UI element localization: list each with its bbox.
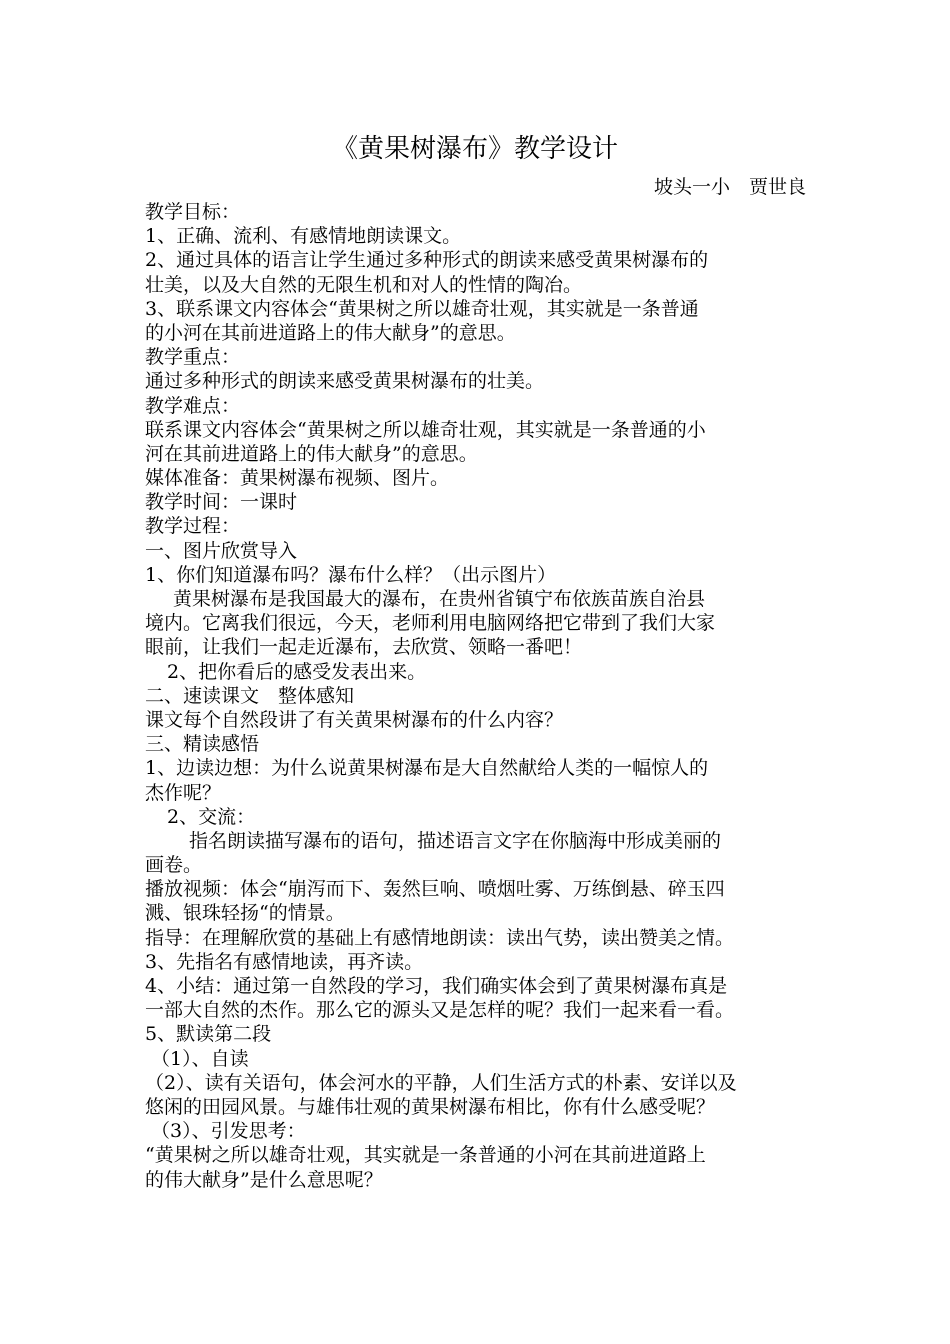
paragraph-line: 3、先指名有感情地读，再齐读。	[145, 950, 424, 973]
section-heading: 教学重点：	[145, 346, 241, 369]
paragraph-line: 的伟大献身”是什么意思呢？	[145, 1168, 383, 1191]
paragraph-line: 2、通过具体的语言让学生通过多种形式的朗读来感受黄果树瀑布的	[145, 249, 709, 272]
paragraph-line: （2）、读有关语句，体会河水的平静，人们生活方式的朴素、安详以及	[145, 1071, 737, 1094]
paragraph-line: 1、正确、流利、有感情地朗读课文。	[145, 225, 462, 248]
section-heading: 教学难点：	[145, 394, 241, 417]
paragraph-line: 壮美，以及大自然的无限生机和对人的性情的陶冶。	[145, 273, 583, 296]
paragraph-line: 悠闲的田园风景。与雄伟壮观的黄果树瀑布相比，你有什么感受呢？	[145, 1095, 716, 1118]
paragraph-line: 5、默读第二段	[145, 1023, 272, 1046]
paragraph-line: 2、把你看后的感受发表出来。	[167, 660, 427, 683]
paragraph-line: 1、你们知道瀑布吗？瀑布什么样？（出示图片）	[145, 563, 557, 586]
author-line: 坡头一小 贾世良	[653, 176, 806, 198]
paragraph-line: 的小河在其前进道路上的伟大献身”的意思。	[145, 321, 516, 344]
paragraph-line: 眼前，让我们一起走近瀑布，去欣赏、领略一番吧！	[145, 636, 583, 659]
paragraph-line: 境内。它离我们很远，今天，老师利用电脑网络把它带到了我们大家	[145, 612, 716, 635]
paragraph-line: “黄果树之所以雄奇壮观，其实就是一条普通的小河在其前进道路上	[145, 1144, 706, 1167]
paragraph-line: 黄果树瀑布是我国最大的瀑布，在贵州省镇宁布依族苗族自治县	[173, 588, 706, 610]
paragraph-line: 课文每个自然段讲了有关黄果树瀑布的什么内容？	[145, 708, 564, 731]
document-body	[145, 200, 825, 1192]
section-heading: 一、图片欣赏导入	[145, 539, 298, 562]
document-title: 《黄果树瀑布》教学设计	[331, 134, 618, 164]
paragraph-line: 通过多种形式的朗读来感受黄果树瀑布的壮美。	[145, 370, 545, 393]
section-heading: 教学目标：	[145, 201, 241, 223]
paragraph-line: 教学时间：一课时	[145, 491, 298, 514]
section-heading: 三、精读感悟	[145, 733, 260, 756]
paragraph-line: 画卷。	[145, 854, 203, 877]
paragraph-line: 杰作呢？	[145, 781, 222, 804]
paragraph-line: 溅、银珠轻扬“的情景。	[145, 902, 345, 925]
paragraph-line: 联系课文内容体会“黄果树之所以雄奇壮观，其实就是一条普通的小	[145, 418, 706, 441]
paragraph-line: 指名朗读描写瀑布的语句，描述语言文字在你脑海中形成美丽的	[189, 829, 722, 852]
paragraph-line: 播放视频：体会“崩泻而下、轰然巨响、喷烟吐雾、万练倒悬、碎玉四	[145, 878, 725, 901]
paragraph-line: 2、交流：	[167, 805, 256, 828]
paragraph-line: 指导：在理解欣赏的基础上有感情地朗读：读出气势，读出赞美之情。	[145, 926, 735, 949]
paragraph-line: 河在其前进道路上的伟大献身”的意思。	[145, 442, 478, 465]
paragraph-line: 媒体准备：黄果树瀑布视频、图片。	[145, 467, 450, 490]
paragraph-line: 一部大自然的杰作。那么它的源头又是怎样的呢？我们一起来看一看。	[145, 999, 735, 1022]
paragraph-line: （1）、自读	[151, 1047, 249, 1070]
paragraph-line: 4、小结：通过第一自然段的学习，我们确实体会到了黄果树瀑布真是	[145, 975, 728, 997]
paragraph-line: 3、联系课文内容体会“黄果树之所以雄奇壮观，其实就是一条普通	[145, 297, 699, 320]
paragraph-line: （3）、引发思考：	[151, 1120, 306, 1143]
paragraph-line: 1、边读边想：为什么说黄果树瀑布是大自然献给人类的一幅惊人的	[145, 757, 709, 780]
section-heading: 教学过程：	[145, 515, 241, 538]
section-heading: 二、速读课文 整体感知	[145, 684, 355, 707]
